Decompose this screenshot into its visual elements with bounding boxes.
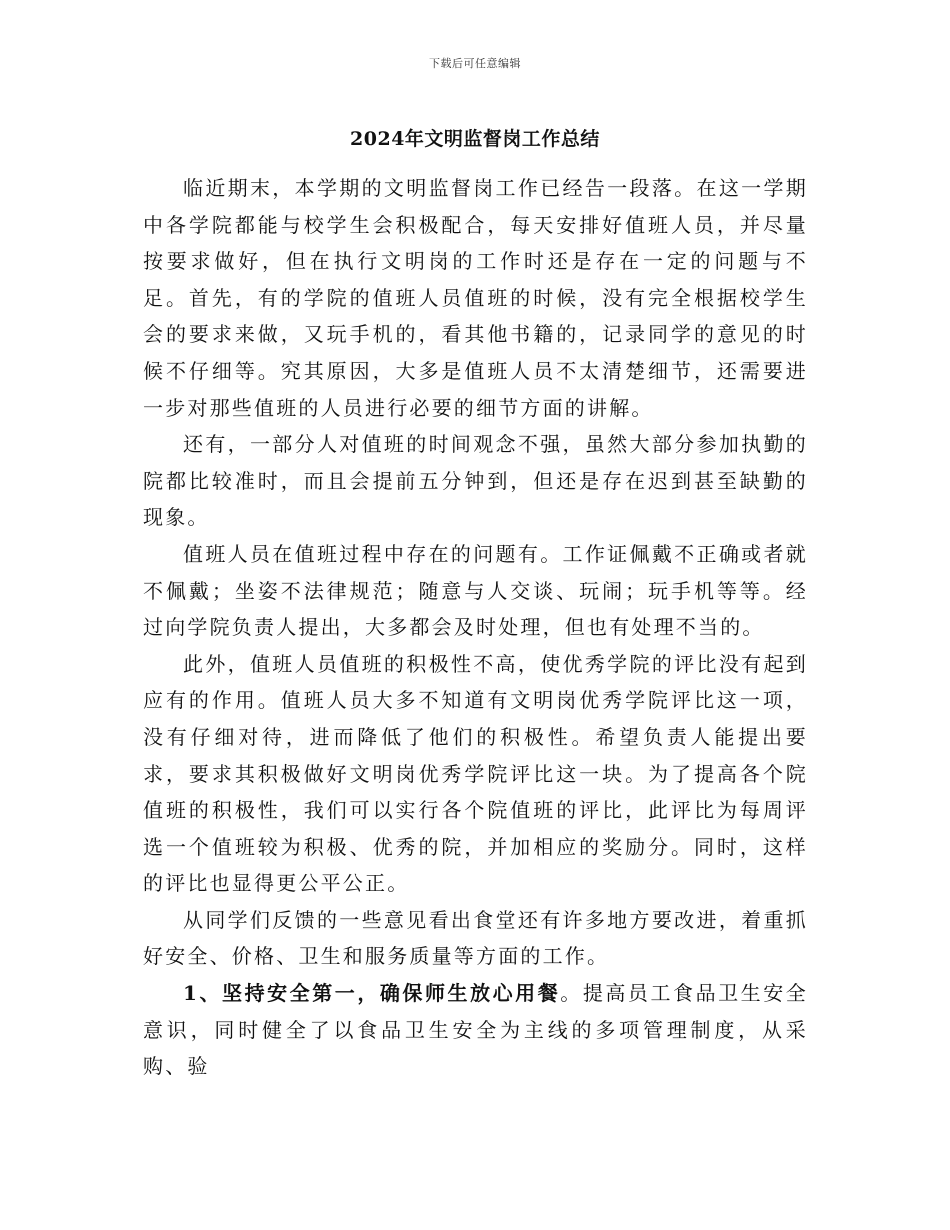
paragraph-6 (143, 975, 808, 1085)
document-body (143, 170, 808, 1085)
paragraph-6-text: 。提高员工食品卫生安全意识，同时健全了以食品卫生安全为主线的多项管理制度，从采购、验 (143, 981, 808, 1079)
paragraph-2: 还有，一部分人对值班的时间观念不强，虽然大部分参加执勤的院都比较准时，而且会提前五分钟到，但还是存在迟到甚至缺勤的现象。 (143, 432, 808, 530)
document-title: 2024年文明监督岗工作总结 (350, 128, 600, 150)
paragraph-1: 临近期末，本学期的文明监督岗工作已经告一段落。在这一学期中各学院都能与校学生会积极配合，每天安排好值班人员，并尽量按要求做好，但在执行文明岗的工作时还是存在一定的问题与不足。首先，有的学院的值班人员值班的时候，没有完全根据校学生会的要求来做，又玩手机的，看其他书籍的，记录同学的意见的时候不仔细等。究其原因，大多是值班人员不太清楚细节，还需要进一步对那些值班的人员进行必要的细节方面的讲解。 (143, 176, 808, 420)
paragraph-4: 此外，值班人员值班的积极性不高，使优秀学院的评比没有起到应有的作用。值班人员大多不知道有文明岗优秀学院评比这一项，没有仔细对待，进而降低了他们的积极性。希望负责人能提出要求，要求其积极做好文明岗优秀学院评比这一块。为了提高各个院值班的积极性，我们可以实行各个院值班的评比，此评比为每周评选一个值班较为积极、优秀的院，并加相应的奖励分。同时，这样的评比也显得更公平公正。 (143, 651, 808, 896)
paragraph-6-bold-lead: 1、坚持安全第一，确保师生放心用餐 (183, 981, 561, 1006)
paragraph-3: 值班人员在值班过程中存在的问题有。工作证佩戴不正确或者就不佩戴；坐姿不法律规范；随意与人交谈、玩闹；玩手机等等。经过向学院负责人提出，大多都会及时处理，但也有处理不当的。 (143, 541, 808, 640)
header-note: 下载后可任意编辑 (429, 57, 521, 70)
paragraph-5: 从同学们反馈的一些意见看出食堂还有许多地方要改进，着重抓好安全、价格、卫生和服务质量等方面的工作。 (143, 907, 808, 969)
